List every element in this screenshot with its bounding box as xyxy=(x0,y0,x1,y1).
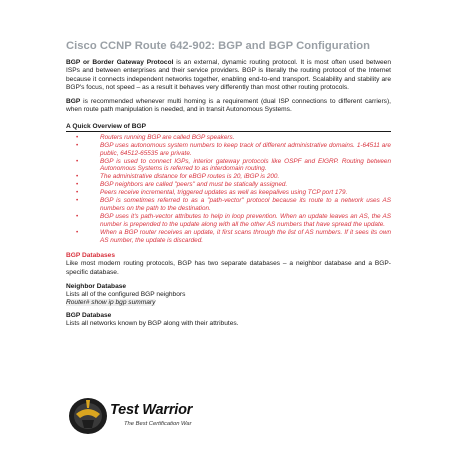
intro-text: is an external, dynamic routing protocol. It is most often used between ISPs and between enterprises and their service providers. BGP is literally the routing protocol of the Internet because it connects independent networks together, enabling end-to-end transport. Scalability and stability are BGP's focus, not speed – as a result it behaves very differently than most other routing protocols. xyxy=(66,59,391,91)
bgp-db-text: Lists all networks known by BGP along with their attributes. xyxy=(66,319,239,327)
logo-tagline: The Best Certification War xyxy=(124,421,192,427)
bullet-dot: • xyxy=(76,228,79,236)
bullet-dot: • xyxy=(76,141,79,149)
bullet-dot: • xyxy=(76,212,79,220)
bullet-text: BGP neighbors are called "peers" and must be statically assigned. xyxy=(100,181,288,189)
overview-bullet-list xyxy=(66,134,391,245)
test-warrior-logo xyxy=(66,394,216,438)
bullet-text: BGP is sometimes referred to as a "path-vector" protocol because its route to a network uses AS numbers on the path to the destination. xyxy=(100,197,391,212)
bullet-dot: • xyxy=(76,181,79,189)
bullet-text: The administrative distance for eBGP routes is 20, iBGP is 200. xyxy=(100,173,280,181)
neighbor-db-heading: Neighbor Database xyxy=(66,283,127,291)
overview-bullet-item xyxy=(66,181,391,189)
command-text: Router# show ip bgp summary xyxy=(66,299,156,307)
databases-paragraph: Like most modern routing protocols, BGP has two separate databases – a neighbor database and a BGP-specific database. xyxy=(66,260,391,276)
bullet-text: BGP uses it's path-vector attributes to help in loop prevention. When an update leaves an AS, the AS number is prepended to the update along with all the other AS numbers that have spread the update. xyxy=(100,212,391,228)
overview-bullet-item xyxy=(66,158,391,174)
bullet-dot: • xyxy=(76,173,79,181)
usage-paragraph xyxy=(66,98,391,115)
bgp-db-heading: BGP Database xyxy=(66,311,112,319)
bullet-text: BGP uses autonomous system numbers to keep track of different administrative domains. 1-64511 are public, 64512-65535 are private. xyxy=(100,141,391,157)
document-page xyxy=(66,40,391,328)
databases-heading: BGP Databases xyxy=(66,252,115,260)
overview-heading: A Quick Overview of BGP xyxy=(66,123,391,132)
intro-term: BGP or Border Gateway Protocol xyxy=(66,59,174,66)
warrior-helmet-icon xyxy=(66,394,110,438)
usage-text: is recommended whenever multi homing is a requirement (dual ISP connections to different carriers), when route path manipulation is needed, and in transit Autonomous Systems. xyxy=(66,98,391,114)
usage-term: BGP xyxy=(66,98,81,106)
overview-bullet-item xyxy=(66,229,391,245)
neighbor-db-text: Lists all of the configured BGP neighbors xyxy=(66,291,186,299)
overview-bullet-item xyxy=(66,189,391,197)
overview-bullet-item xyxy=(66,142,391,158)
overview-bullet-item xyxy=(66,134,391,142)
bullet-text: BGP is used to connect IGPs, interior gateway protocols like OSPF and EIGRP. Routing between Autonomous Systems is referred to as interdomain routing. xyxy=(100,157,391,173)
bullet-text: When a BGP router receives an update, it first scans through the list of AS numbers. If it sees its own AS number, the update is discarded. xyxy=(100,228,391,244)
bullet-dot: • xyxy=(76,189,79,197)
bullet-dot: • xyxy=(76,157,79,165)
bullet-text: Peers receive incremental, triggered updates as well as keepalives using TCP port 179. xyxy=(100,189,348,197)
overview-bullet-item xyxy=(66,213,391,229)
bullet-dot: • xyxy=(76,133,79,141)
bullet-dot: • xyxy=(76,197,79,205)
overview-bullet-item xyxy=(66,173,391,181)
neighbor-db-command xyxy=(66,299,391,307)
logo-name: Test Warrior xyxy=(110,402,193,418)
bullet-text: Routers running BGP are called BGP speakers. xyxy=(100,133,235,141)
overview-bullet-item xyxy=(66,197,391,213)
intro-paragraph xyxy=(66,59,391,92)
page-title: Cisco CCNP Route 642-902: BGP and BGP Configuration xyxy=(66,40,371,52)
